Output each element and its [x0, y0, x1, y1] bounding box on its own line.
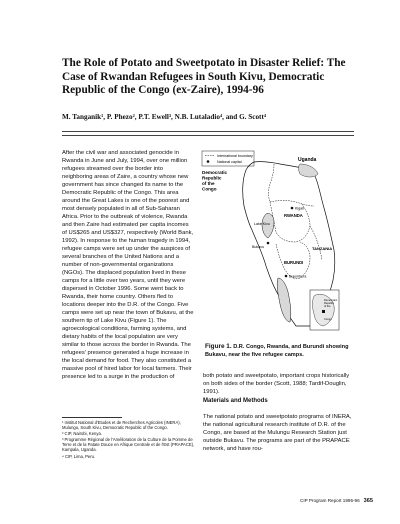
- legend-boundary-label: International boundary: [217, 154, 253, 158]
- drc-label-line-3: of the: [202, 181, 215, 186]
- bukavu-label: Bukavu: [252, 245, 264, 249]
- author-list: M. Tanganik¹, P. Phezo², P.T. Ewell³, N.B. Lutaladio⁴, and G. Scott⁴: [62, 113, 267, 121]
- bujumbura-marker: [285, 275, 288, 278]
- rwanda-label: RWANDA: [284, 213, 303, 218]
- paper-title: The Role of Potato and Sweetpotato in Disaster Relief: The Case of Rwandan Refugees in South Kivu, Democratic Republic of the Congo (ex-Zaire), 1994-96: [62, 57, 346, 97]
- burundi-label: BURUNDI: [284, 260, 304, 265]
- national-capital-symbol: [207, 160, 210, 163]
- journal-name: CIP Program Report 1995-96: [300, 498, 360, 503]
- footnote-4: ⁴ CIP, Lima, Peru.: [62, 453, 96, 459]
- footnote-1: ¹ Institut National d'Etudes et de Recherches Agricoles (INERA), Mulungu, South Kivu, Democratic Republic of the Congo.: [62, 420, 181, 431]
- footnote-2: ² CIP, Nairobi, Kenya.: [62, 431, 102, 437]
- figure-caption-label: Figure 1.: [205, 343, 232, 350]
- bukavu-marker: [267, 242, 270, 245]
- footnotes: [62, 420, 197, 460]
- section-heading-materials-and-methods: Materials and Methods: [203, 398, 268, 404]
- header-rule-top: [62, 131, 354, 132]
- kigali-marker: [291, 207, 294, 210]
- lake-victoria-edge: [299, 164, 319, 177]
- page-footer: [300, 498, 373, 504]
- lake-kivu-label: Lake Kivu: [254, 222, 270, 226]
- body-text-left-column: After the civil war and associated genocide in Rwanda in June and July, 1994, over one million refugees streamed over the border into neighboring areas of Zaire, a country whose new government has since changed its name to the Democratic Republic of the Congo. This area around the Great Lakes is one of the poorest and most densely populated in all of Sub-Saharan Africa. Prior to the outbreak of violence, Rwanda and then Zaire had estimated per capita incomes of US$265 and US$327, respectively (World Bank, 1992). In response to the human tragedy in 1994, refugee camps were set up under the auspices of several branches of the United Nations and a number of non-governmental organizations (NGOs). The displaced population lived in these camps for a little over two years, until they were dispersed in October 1996. Some went back to Rwanda, their home country. Others fled to locations deeper into the D.R. of the Congo. Five camps were set up near the town of Bukavu, at the southern tip of Lake Kivu (Figure 1). The agroecological conditions, farming systems, and dietary habits of the local population are very similar to those across the border in Rwanda. The refugees' presence generated a huge increase in the local demand for food. They also constituted a massive pool of hired labor for local farmers. Their presence led to a surge in the production of: [62, 150, 194, 380]
- tanzania-label: TANZANIA: [312, 246, 333, 251]
- drc-uganda-boundary: [269, 164, 275, 202]
- footnote-divider: [62, 417, 122, 418]
- page-number: 365: [363, 498, 374, 504]
- legend-capital-label: National capital: [217, 160, 242, 164]
- body-text-right-column-bottom: The national potato and sweetpotato programs of INERA, the national agricultural research institute of D.R. of the Congo, are based at the Mulungu Research Station just outside Bukavu. The programs are part of the PRAPACE network, and have rou-: [203, 414, 352, 452]
- body-text-right-column-top: both potato and sweetpotato, important crops historically on both sides of the border (Scott, 1988; Tardif-Douglin, 1991).: [203, 373, 350, 395]
- figure-caption-text: D.R. Congo, Rwanda, and Burundi showing Bukavu, near the five refugee camps.: [205, 344, 349, 358]
- figure-1-map: [200, 150, 340, 332]
- uganda-label: Uganda: [298, 157, 317, 163]
- rwanda-boundary: [270, 202, 310, 242]
- drc-label-line-1: Democratic: [202, 170, 228, 175]
- uganda-south-boundary: [270, 201, 314, 207]
- drc-label-line-4: Congo: [202, 186, 217, 192]
- inset-label-line-4: Congo: [324, 318, 332, 321]
- footnote-3: ³ Programme Régional de l'Amélioration de la Culture de la Pomme de Terre et de la Patate Douce en Afrique Centrale et de l'Est (PRAPACE), Kampala, Uganda.: [62, 437, 195, 453]
- header-rule-bottom: [62, 135, 354, 136]
- inset-label-line-3: of the: [324, 305, 331, 308]
- bujumbura-label: Bujumbura: [289, 274, 307, 279]
- inset-highlight-marker: [322, 310, 325, 313]
- drc-label-line-2: Republic: [202, 175, 222, 181]
- inset-label-line-1: Democratic: [324, 299, 338, 302]
- inset-label-line-2: Republic: [324, 302, 335, 305]
- lake-tanganyika: [277, 278, 291, 322]
- figure-caption: [205, 343, 355, 359]
- tanzania-boundary: [310, 226, 322, 260]
- kigali-label: Kigali: [295, 206, 304, 211]
